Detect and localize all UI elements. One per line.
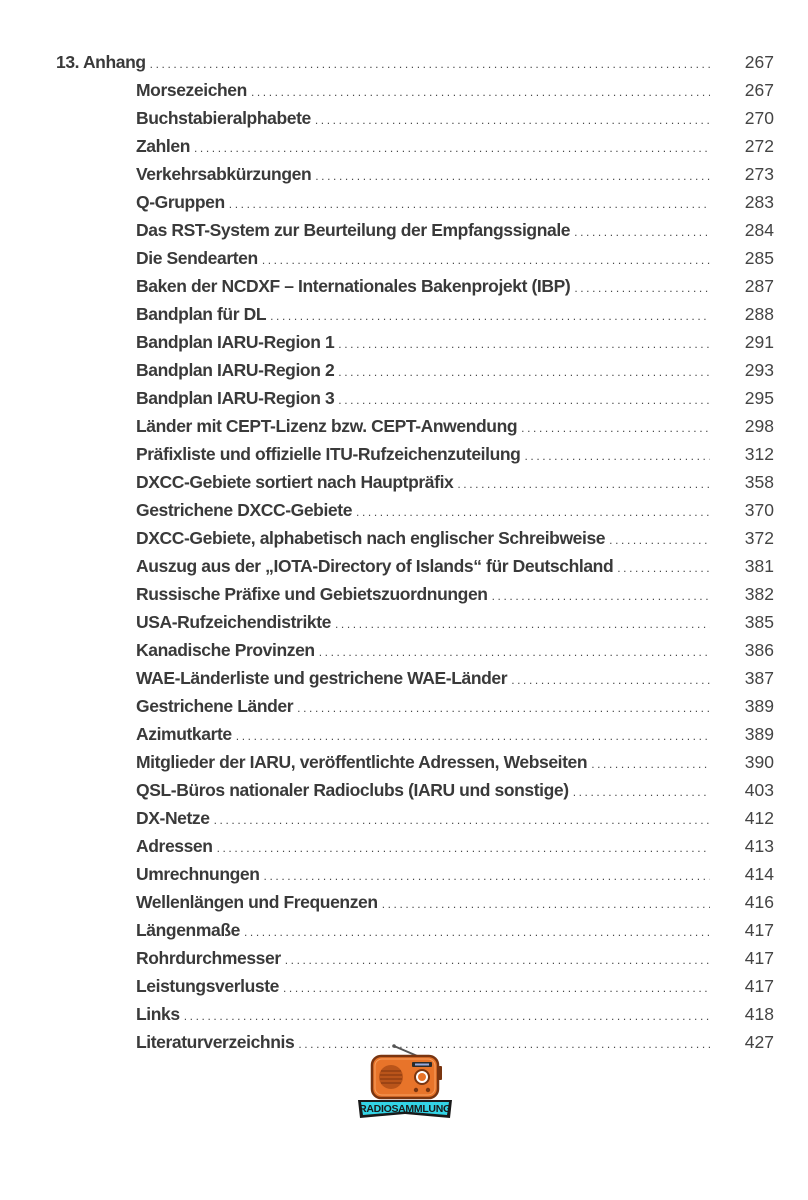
dot-leader (591, 750, 710, 778)
toc-entry-row[interactable] (56, 832, 774, 860)
dot-leader (521, 414, 710, 442)
page-number: 285 (744, 248, 774, 268)
toc-entry-row[interactable] (56, 748, 774, 776)
entry-title: Rohrdurchmesser (136, 948, 281, 968)
dot-leader (338, 386, 710, 414)
toc-entry-row[interactable] (56, 804, 774, 832)
dot-leader (573, 778, 710, 806)
page-number: 386 (744, 640, 774, 660)
toc-entry-row[interactable] (56, 580, 774, 608)
radiosammlung-watermark-logo (352, 1044, 458, 1120)
entry-title: Adressen (136, 836, 213, 856)
page-number: 298 (744, 416, 774, 436)
entry-title: Längenmaße (136, 920, 240, 940)
entry-title: Gestrichene Länder (136, 696, 294, 716)
page-number: 273 (744, 164, 774, 184)
entry-title: Baken der NCDXF – Internationales Bakenprojekt (IBP) (136, 276, 571, 296)
page-number: 270 (744, 108, 774, 128)
page-number: 293 (744, 360, 774, 380)
toc-entry-row[interactable] (56, 328, 774, 356)
page-number: 389 (744, 724, 774, 744)
entry-title: WAE-Länderliste und gestrichene WAE-Länder (136, 668, 508, 688)
page-number: 381 (744, 556, 774, 576)
dot-leader (574, 274, 710, 302)
toc-entry-row[interactable] (56, 160, 774, 188)
entry-title: QSL-Büros nationaler Radioclubs (IARU und sonstige) (136, 780, 569, 800)
toc-entry-row[interactable] (56, 76, 774, 104)
entry-title: Länder mit CEPT-Lizenz bzw. CEPT-Anwendung (136, 416, 518, 436)
dot-leader (617, 554, 710, 582)
dot-leader (270, 302, 710, 330)
toc-entry-row[interactable] (56, 1000, 774, 1028)
page-number: 403 (744, 780, 774, 800)
entry-title: Bandplan IARU-Region 3 (136, 388, 335, 408)
dot-leader (217, 834, 710, 862)
dot-leader (315, 162, 710, 190)
dot-leader (264, 862, 710, 890)
page-number: 417 (744, 920, 774, 940)
entry-title: Buchstabieralphabete (136, 108, 311, 128)
dot-leader (297, 694, 710, 722)
toc-entry-row[interactable] (56, 272, 774, 300)
dot-leader (524, 442, 710, 470)
page-number: 283 (744, 192, 774, 212)
page-number: 267 (744, 80, 774, 100)
dot-leader (236, 722, 710, 750)
entry-title: Gestrichene DXCC-Gebiete (136, 500, 353, 520)
entry-title: Umrechnungen (136, 864, 260, 884)
entry-title: Links (136, 1004, 180, 1024)
entry-title: Das RST-System zur Beurteilung der Empfangssignale (136, 220, 571, 240)
entry-title: DXCC-Gebiete sortiert nach Hauptpräfix (136, 472, 454, 492)
dot-leader (251, 78, 710, 106)
entry-title: Kanadische Provinzen (136, 640, 315, 660)
page-number: 417 (744, 976, 774, 996)
entry-title: Präfixliste und offizielle ITU-Rufzeichenzuteilung (136, 444, 521, 464)
dot-leader (382, 890, 710, 918)
toc-entry-row[interactable] (56, 888, 774, 916)
page-number: 418 (744, 1004, 774, 1024)
entry-title: Auszug aus der „IOTA-Directory of Islands“ für Deutschland (136, 556, 614, 576)
dot-leader (262, 246, 710, 274)
page-number: 382 (744, 584, 774, 604)
toc-entry-row[interactable] (56, 552, 774, 580)
toc-entry-row[interactable] (56, 412, 774, 440)
entry-title: Bandplan IARU-Region 2 (136, 360, 335, 380)
entry-title: Bandplan für DL (136, 304, 267, 324)
page-number: 358 (744, 472, 774, 492)
dot-leader (511, 666, 710, 694)
dot-leader (492, 582, 710, 610)
dot-leader (457, 470, 710, 498)
table-of-contents (56, 48, 774, 1056)
dot-leader (356, 498, 710, 526)
page-number: 385 (744, 612, 774, 632)
dot-leader (574, 218, 710, 246)
entry-title: Leistungsverluste (136, 976, 279, 996)
radio-icon (352, 1044, 458, 1120)
toc-entry-row[interactable] (56, 776, 774, 804)
dot-leader (319, 638, 710, 666)
dot-leader (184, 1002, 710, 1030)
toc-entry-row[interactable] (56, 300, 774, 328)
dot-leader (194, 134, 710, 162)
toc-entry-row[interactable] (56, 440, 774, 468)
toc-entry-row[interactable] (56, 860, 774, 888)
entry-title: Morsezeichen (136, 80, 247, 100)
dot-leader (229, 190, 710, 218)
page-number: 267 (744, 52, 774, 72)
page-number: 390 (744, 752, 774, 772)
page-number: 370 (744, 500, 774, 520)
entry-title: Die Sendearten (136, 248, 258, 268)
page-number: 417 (744, 948, 774, 968)
page-number: 387 (744, 668, 774, 688)
page-number: 427 (744, 1032, 774, 1052)
entry-title: Q-Gruppen (136, 192, 225, 212)
page-number: 291 (744, 332, 774, 352)
page-number: 389 (744, 696, 774, 716)
toc-entry-row[interactable] (56, 720, 774, 748)
toc-entry-row[interactable] (56, 188, 774, 216)
page-number: 287 (744, 276, 774, 296)
entry-title: Wellenlängen und Frequenzen (136, 892, 378, 912)
toc-entry-row[interactable] (56, 244, 774, 272)
entry-title: Verkehrsabkürzungen (136, 164, 312, 184)
entry-title: USA-Rufzeichendistrikte (136, 612, 331, 632)
entry-title: Azimutkarte (136, 724, 232, 744)
dot-leader (214, 806, 710, 834)
dot-leader (335, 610, 710, 638)
toc-entry-row[interactable] (56, 608, 774, 636)
entry-title: Russische Präfixe und Gebietszuordnungen (136, 584, 488, 604)
page-number: 372 (744, 528, 774, 548)
entry-title: DXCC-Gebiete, alphabetisch nach englischer Schreibweise (136, 528, 606, 548)
page-number: 272 (744, 136, 774, 156)
page-number: 414 (744, 864, 774, 884)
toc-entry-row[interactable] (56, 664, 774, 692)
dot-leader (285, 946, 710, 974)
page-number: 413 (744, 836, 774, 856)
entry-title: Zahlen (136, 136, 190, 156)
dot-leader (244, 918, 710, 946)
toc-entry-row[interactable] (56, 356, 774, 384)
dot-leader (150, 50, 710, 78)
toc-entry-row[interactable] (56, 692, 774, 720)
toc-entry-row[interactable] (56, 132, 774, 160)
toc-entry-row[interactable] (56, 496, 774, 524)
dot-leader (283, 974, 710, 1002)
page-number: 312 (744, 444, 774, 464)
entry-title: Mitglieder der IARU, veröffentlichte Adressen, Webseiten (136, 752, 588, 772)
dot-leader (338, 330, 710, 358)
page-number: 412 (744, 808, 774, 828)
toc-entry-row[interactable] (56, 524, 774, 552)
page-number: 284 (744, 220, 774, 240)
page-number: 295 (744, 388, 774, 408)
toc-entry-row[interactable] (56, 468, 774, 496)
dot-leader (315, 106, 710, 134)
dot-leader (609, 526, 710, 554)
entry-title: Literaturverzeichnis (136, 1032, 295, 1052)
page-number: 288 (744, 304, 774, 324)
toc-entry-row[interactable] (56, 104, 774, 132)
toc-entry-row[interactable] (56, 216, 774, 244)
toc-entry-row[interactable] (56, 944, 774, 972)
toc-entries (56, 76, 774, 1056)
toc-entry-row[interactable] (56, 972, 774, 1000)
chapter-title: 13. Anhang (56, 52, 146, 72)
entry-title: Bandplan IARU-Region 1 (136, 332, 335, 352)
toc-chapter-row[interactable] (56, 48, 774, 76)
logo-label: RADIOSAMMLUNG (359, 1103, 451, 1115)
entry-title: DX-Netze (136, 808, 210, 828)
dot-leader (338, 358, 710, 386)
toc-entry-row[interactable] (56, 636, 774, 664)
page-number: 416 (744, 892, 774, 912)
toc-entry-row[interactable] (56, 916, 774, 944)
toc-entry-row[interactable] (56, 384, 774, 412)
